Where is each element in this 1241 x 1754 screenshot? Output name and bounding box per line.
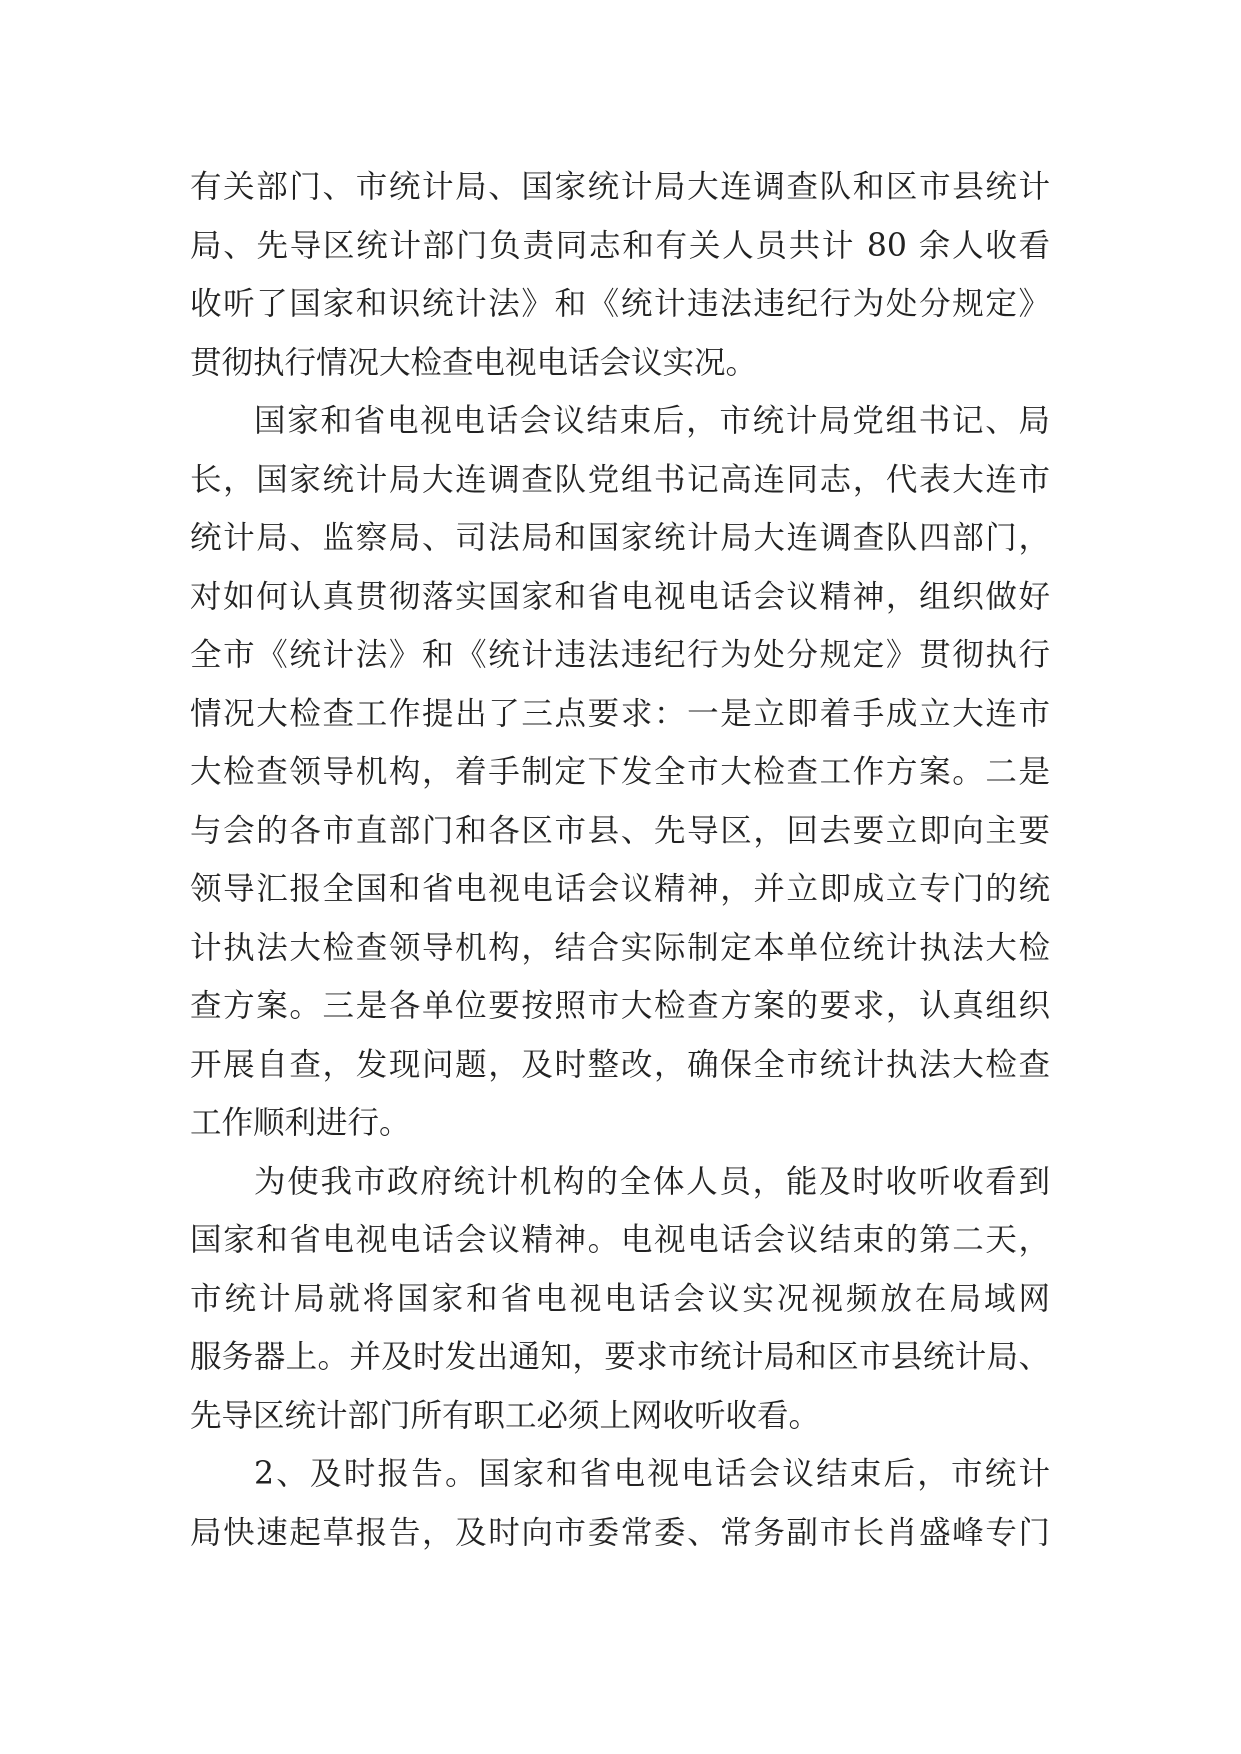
text-line: 查方案。三是各单位要按照市大检查方案的要求，认真组织 bbox=[190, 988, 1050, 1024]
text-line: 统计局、监察局、司法局和国家统计局大连调查队四部门， bbox=[190, 520, 1050, 556]
text-line: 市统计局就将国家和省电视电话会议实况视频放在局域网 bbox=[190, 1280, 1050, 1317]
text-line: 国家和省电视电话会议结束后，市统计局党组书记、局 bbox=[254, 403, 1050, 439]
text-line: 全市《统计法》和《统计违法违纪行为处分规定》贯彻执行 bbox=[190, 637, 1050, 673]
paragraph bbox=[190, 158, 1050, 392]
text-line: 收听了国家和识统计法》和《统计违法违纪行为处分规定》 bbox=[190, 286, 1050, 322]
text-line: 先导区统计部门所有职工必须上网收听收看。 bbox=[190, 1397, 821, 1434]
paragraph bbox=[190, 1445, 1050, 1562]
text-line: 国家和省电视电话会议精神。电视电话会议结束的第二天， bbox=[190, 1222, 1050, 1258]
text-line: 计执法大检查领导机构，结合实际制定本单位统计执法大检 bbox=[190, 929, 1050, 966]
text-line: 领导汇报全国和省电视电话会议精神，并立即成立专门的统 bbox=[190, 871, 1050, 907]
text-line: 长，国家统计局大连调查队党组书记高连同志，代表大连市 bbox=[190, 461, 1050, 498]
document-page bbox=[190, 158, 1050, 1562]
text-line: 大检查领导机构，着手制定下发全市大检查工作方案。二是 bbox=[190, 754, 1050, 790]
text-line: 服务器上。并及时发出通知，要求市统计局和区市县统计局、 bbox=[190, 1339, 1050, 1375]
text-line: 2、及时报告。国家和省电视电话会议结束后，市统计 bbox=[254, 1456, 1050, 1492]
text-line: 有关部门、市统计局、国家统计局大连调查队和区市县统计 bbox=[190, 169, 1050, 205]
text-line: 情况大检查工作提出了三点要求：一是立即着手成立大连市 bbox=[190, 695, 1050, 732]
text-line: 贯彻执行情况大检查电视电话会议实况。 bbox=[190, 344, 758, 381]
paragraph bbox=[190, 392, 1050, 1153]
text-line: 与会的各市直部门和各区市县、先导区，回去要立即向主要 bbox=[190, 812, 1050, 849]
text-line: 工作顺利进行。 bbox=[190, 1105, 411, 1141]
text-line: 开展自查，发现问题，及时整改，确保全市统计执法大检查 bbox=[190, 1046, 1050, 1083]
paragraph bbox=[190, 1153, 1050, 1446]
text-line: 局快速起草报告，及时向市委常委、常务副市长肖盛峰专门 bbox=[190, 1514, 1050, 1551]
text-line: 局、先导区统计部门负责同志和有关人员共计 80 余人收看 bbox=[190, 227, 1050, 264]
text-line: 为使我市政府统计机构的全体人员，能及时收听收看到 bbox=[254, 1163, 1050, 1200]
text-line: 对如何认真贯彻落实国家和省电视电话会议精神，组织做好 bbox=[190, 578, 1050, 615]
